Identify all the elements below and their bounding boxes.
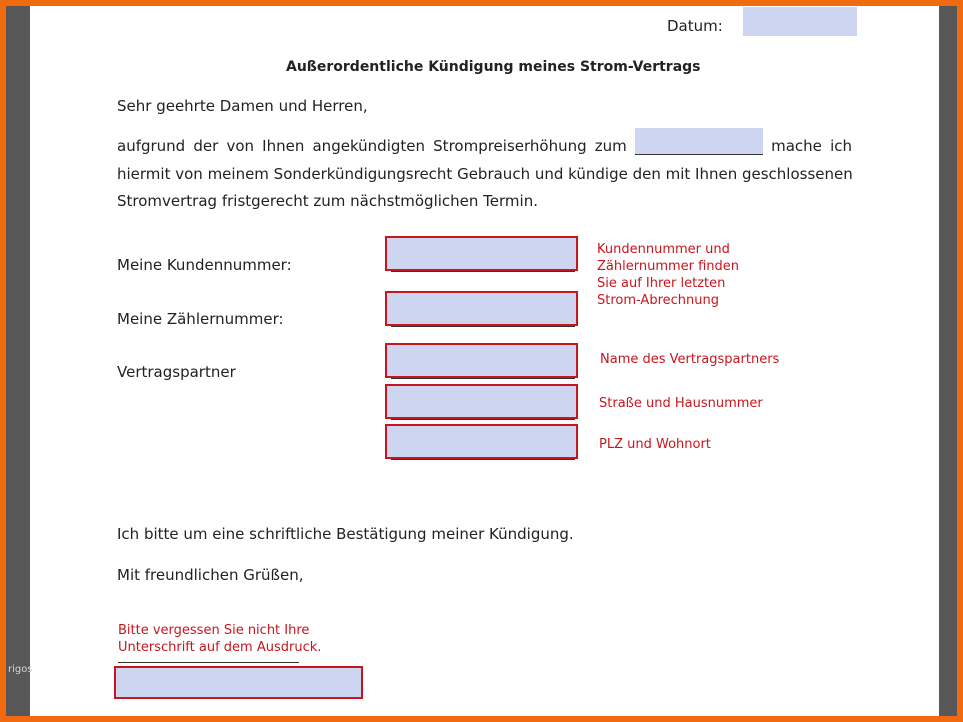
street-underline <box>391 419 575 420</box>
partner-name-field[interactable] <box>385 343 578 378</box>
contract-partner-label: Vertragspartner <box>117 363 236 381</box>
numbers-hint-line-4: Strom-Abrechnung <box>597 293 719 308</box>
body-line-2: hiermit von meinem Sonderkündigungsrecht Gebrauch und kündige den mit Ihnen geschlossenen <box>117 164 853 183</box>
signature-hint-line-1: Bitte vergessen Sie nicht Ihre <box>118 623 310 638</box>
customer-number-label: Meine Kundennummer: <box>117 256 292 274</box>
viewer-right-gutter <box>939 6 957 716</box>
body-line-1 <box>117 133 852 161</box>
numbers-hint-line-2: Zählernummer finden <box>597 259 740 274</box>
meter-number-underline <box>391 326 575 327</box>
signature-hint-line-2: Unterschrift auf dem Ausdruck. <box>118 640 322 655</box>
partner-name-hint: Name des Vertragspartners <box>600 352 780 367</box>
closing: Mit freundlichen Grüßen, <box>117 566 304 584</box>
signature-line <box>118 662 299 663</box>
document-page <box>30 6 939 716</box>
date-label: Datum: <box>667 17 723 35</box>
viewer-left-gutter <box>6 6 30 716</box>
price-increase-date-fill[interactable] <box>635 128 763 154</box>
street-field[interactable] <box>385 384 578 419</box>
letter-title: Außerordentliche Kündigung meines Strom-Vertrags <box>286 59 701 75</box>
signature-field[interactable] <box>114 666 363 699</box>
body-text-part1: aufgrund der von Ihnen angekündigten Strompreiserhöhung zum <box>117 137 627 155</box>
customer-number-underline <box>391 271 575 272</box>
body-line-3: Stromvertrag fristgerecht zum nächstmöglichen Termin. <box>117 192 538 210</box>
zip-city-field[interactable] <box>385 424 578 459</box>
meter-number-label: Meine Zählernummer: <box>117 310 284 328</box>
zip-city-hint: PLZ und Wohnort <box>599 437 711 452</box>
body-text-part2: mache ich <box>771 137 852 155</box>
customer-number-field[interactable] <box>385 236 578 271</box>
partner-name-underline <box>391 378 575 379</box>
confirmation-request: Ich bitte um eine schriftliche Bestätigung meiner Kündigung. <box>117 525 574 543</box>
price-increase-date-underline <box>635 154 763 155</box>
price-increase-date-field[interactable] <box>635 135 763 155</box>
zip-city-underline <box>391 459 575 460</box>
numbers-hint-line-1: Kundennummer und <box>597 242 730 257</box>
body-paragraph <box>117 133 852 216</box>
watermark: rigos <box>8 664 33 675</box>
numbers-hint-line-3: Sie auf Ihrer letzten <box>597 276 726 291</box>
street-hint: Straße und Hausnummer <box>599 396 763 411</box>
date-field[interactable] <box>743 7 857 36</box>
meter-number-field[interactable] <box>385 291 578 326</box>
greeting: Sehr geehrte Damen und Herren, <box>117 97 368 115</box>
